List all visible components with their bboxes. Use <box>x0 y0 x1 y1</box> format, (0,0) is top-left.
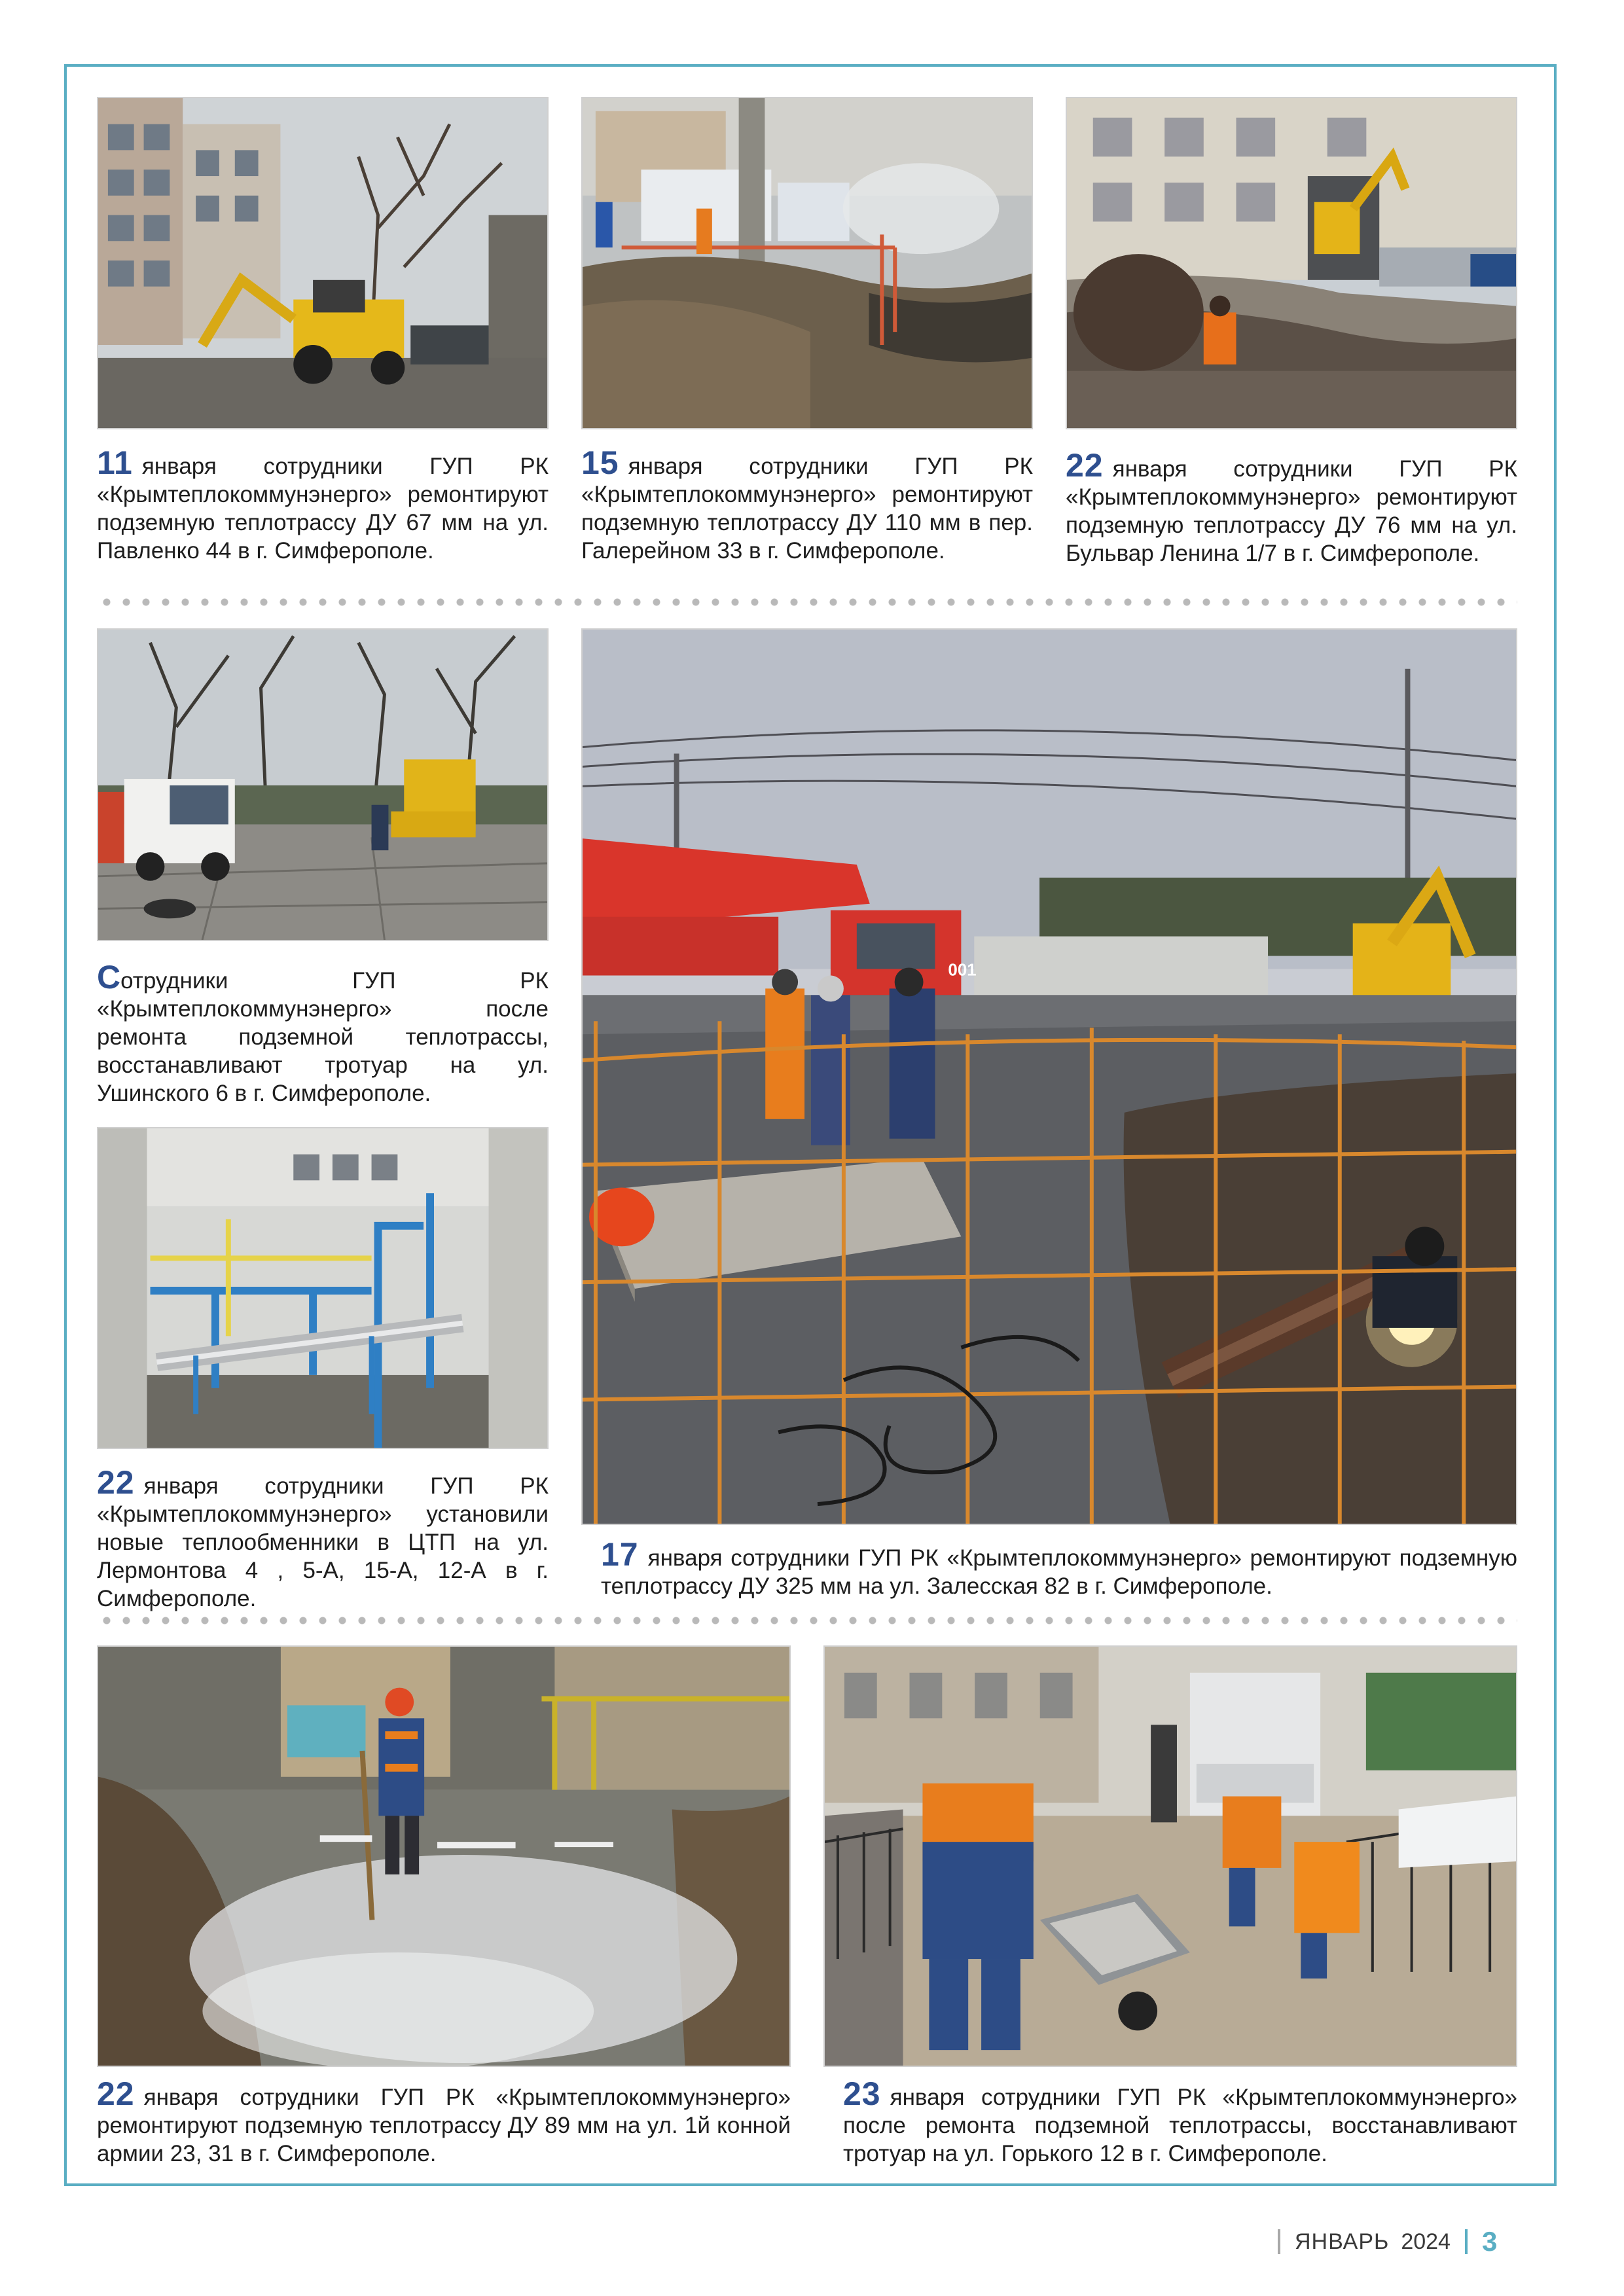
caption-pavlenko <box>97 444 549 565</box>
caption-drop-cap: С <box>97 959 121 996</box>
page-footer <box>1263 2222 1497 2261</box>
caption-lermontova <box>97 1464 549 1613</box>
caption-day-number: 11 <box>97 444 133 481</box>
photo-sidewalk-gorkogo <box>823 1645 1517 2067</box>
caption-text: января сотрудники ГУП РК «Крымтеплокоммунэнерго» ремонтируют подземную теплотрассу ДУ 67 мм на ул. Павленко 44 в г. Симферополе. <box>97 454 549 564</box>
caption-text: отрудники ГУП РК «Крымтеплокоммунэнерго» после ремонта подземной теплотрассы, восстанавливают тротуар на ул. Ушинского 6 в г. Симферополе. <box>97 968 549 1106</box>
page-number: 3 <box>1481 2226 1498 2257</box>
photo-trench-zalesskaya <box>581 628 1517 1525</box>
caption-day-number: 17 <box>601 1536 639 1573</box>
footer-month: ЯНВАРЬ <box>1295 2229 1390 2254</box>
caption-day-number: 22 <box>97 2075 135 2112</box>
dotted-divider <box>97 1617 1517 1624</box>
caption-text: января сотрудники ГУП РК «Крымтеплокоммунэнерго» после ремонта подземной теплотрассы, восстанавливают тротуар на ул. Горького 12 в г. Симферополе. <box>843 2085 1517 2166</box>
caption-text: января сотрудники ГУП РК «Крымтеплокоммунэнерго» ремонтируют подземную теплотрассу ДУ 89 мм на ул. 1й конной армии 23, 31 в г. Симферополе. <box>97 2085 791 2166</box>
caption-zalesskaya <box>601 1536 1517 1600</box>
caption-ushinskogo <box>97 959 549 1107</box>
caption-day-number: 15 <box>581 444 619 481</box>
caption-galereyny <box>581 444 1033 565</box>
footer-divider <box>1465 2229 1468 2254</box>
caption-bulvar-lenina <box>1066 447 1517 567</box>
photo-sidewalk-ushinskogo <box>97 628 549 941</box>
dotted-divider <box>97 598 1517 606</box>
photo-heat-exchanger-ctp <box>97 1127 549 1449</box>
photo-excavator-pavlenko <box>97 97 549 429</box>
caption-text: января сотрудники ГУП РК «Крымтеплокоммунэнерго» установили новые теплообменники в ЦТП на ул. Лермонтова 4 , 5-А, 15-А, 12-А в г. Симферополе. <box>97 1473 549 1611</box>
caption-gorkogo <box>843 2075 1517 2168</box>
photo-trench-konnoy-armii <box>97 1645 791 2067</box>
caption-day-number: 22 <box>97 1464 135 1501</box>
truck-number: 001 <box>948 961 977 980</box>
caption-text: января сотрудники ГУП РК «Крымтеплокоммунэнерго» ремонтируют подземную теплотрассу ДУ 76 мм на ул. Бульвар Ленина 1/7 в г. Симферополе. <box>1066 456 1517 566</box>
caption-day-number: 22 <box>1066 447 1104 484</box>
footer-divider <box>1278 2229 1280 2254</box>
caption-konnoy-armii <box>97 2075 791 2168</box>
photo-trench-bulvar-lenina <box>1066 97 1517 429</box>
footer-year: 2024 <box>1401 2229 1451 2254</box>
photo-trench-galereyny <box>581 97 1033 429</box>
caption-text: января сотрудники ГУП РК «Крымтеплокоммунэнерго» ремонтируют подземную теплотрассу ДУ 325 мм на ул. Залесская 82 в г. Симферополе. <box>601 1545 1517 1599</box>
caption-day-number: 23 <box>843 2075 881 2112</box>
caption-text: января сотрудники ГУП РК «Крымтеплокоммунэнерго» ремонтируют подземную теплотрассу ДУ 110 мм в пер. Галерейном 33 в г. Симферополе. <box>581 454 1033 564</box>
